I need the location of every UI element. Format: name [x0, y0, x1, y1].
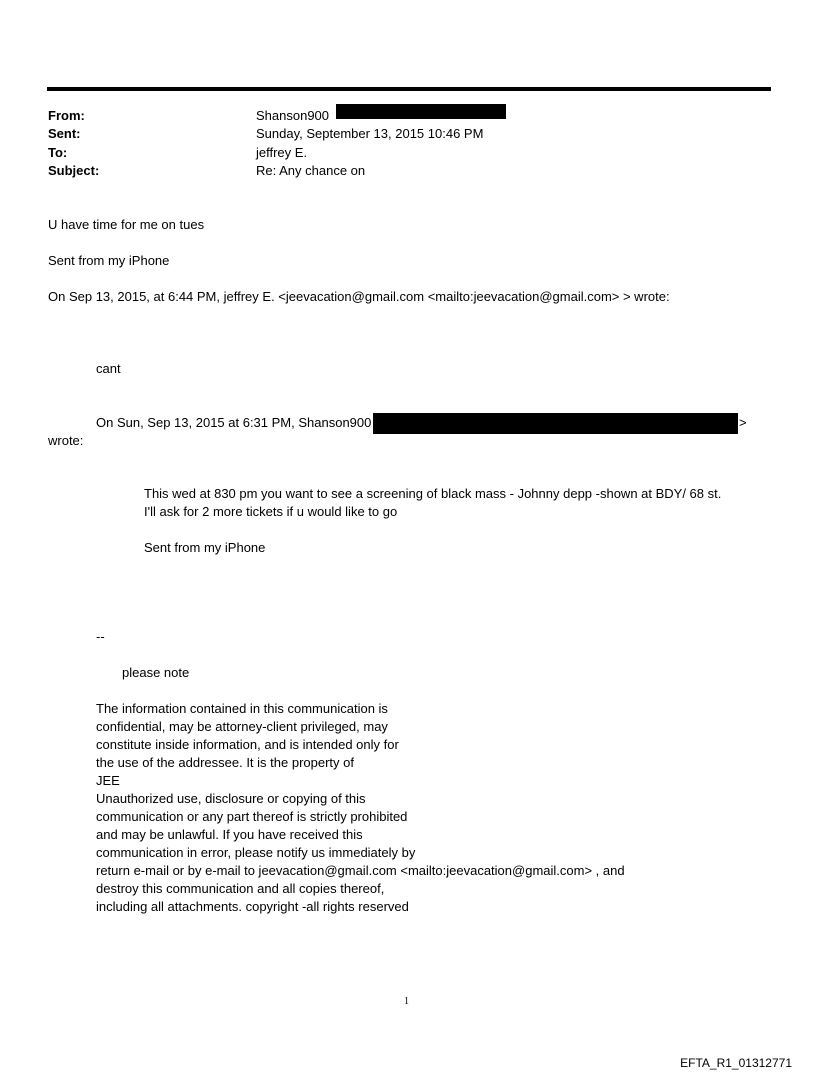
quote2-wrote: wrote: [48, 433, 84, 448]
quote2-intro-end: > [739, 415, 747, 430]
sent-label: Sent: [48, 126, 81, 141]
disclaimer-line: JEE [96, 773, 120, 788]
from-label: From: [48, 108, 85, 123]
please-note: please note [122, 665, 190, 680]
quote2-sent: Sent from my iPhone [144, 540, 266, 555]
to-label: To: [48, 145, 68, 160]
body-line-2: Sent from my iPhone [48, 253, 170, 268]
disclaimer-line: confidential, may be attorney-client privileged, may [96, 719, 388, 734]
from-value: Shanson900 [256, 108, 330, 123]
redaction-box [373, 413, 738, 434]
signature-separator: -- [96, 629, 105, 644]
body-line-1: U have time for me on tues [48, 217, 205, 232]
disclaimer-line: The information contained in this communication is [96, 701, 388, 716]
to-value: jeffrey E. [256, 145, 308, 160]
subject-label: Subject: [48, 163, 100, 178]
bates-number: EFTA_R1_01312771 [680, 1056, 792, 1070]
subject-value: Re: Any chance on [256, 163, 366, 178]
disclaimer-line: including all attachments. copyright -all rights reserved [96, 899, 409, 914]
quote1-text: cant [96, 361, 121, 376]
header-rule [47, 87, 771, 91]
disclaimer-line: Unauthorized use, disclosure or copying of this [96, 791, 366, 806]
disclaimer-block [96, 700, 625, 916]
page-number: 1 [404, 996, 409, 1007]
disclaimer-line: constitute inside information, and is intended only for [96, 737, 399, 752]
disclaimer-line: and may be unlawful. If you have received this [96, 827, 363, 842]
quote2-line-2: I'll ask for 2 more tickets if u would like to go [144, 504, 398, 519]
disclaimer-line: return e-mail or by e-mail to jeevacation@gmail.com <mailto:jeevacation@gmail.com> , and [96, 863, 625, 878]
quote1-intro: On Sep 13, 2015, at 6:44 PM, jeffrey E. <jeevacation@gmail.com <mailto:jeevacation@gmail.com> > wrote: [48, 289, 670, 304]
disclaimer-line: communication in error, please notify us immediately by [96, 845, 416, 860]
disclaimer-line: destroy this communication and all copies thereof, [96, 881, 385, 896]
sent-value: Sunday, September 13, 2015 10:46 PM [256, 126, 484, 141]
redaction-box [336, 104, 506, 119]
quote2-line-1: This wed at 830 pm you want to see a screening of black mass - Johnny depp -shown at BDY/ 68 st. [144, 486, 722, 501]
disclaimer-line: the use of the addressee. It is the property of [96, 755, 354, 770]
quote2-intro: On Sun, Sep 13, 2015 at 6:31 PM, Shanson900 [96, 415, 372, 430]
disclaimer-line: communication or any part thereof is strictly prohibited [96, 809, 408, 824]
